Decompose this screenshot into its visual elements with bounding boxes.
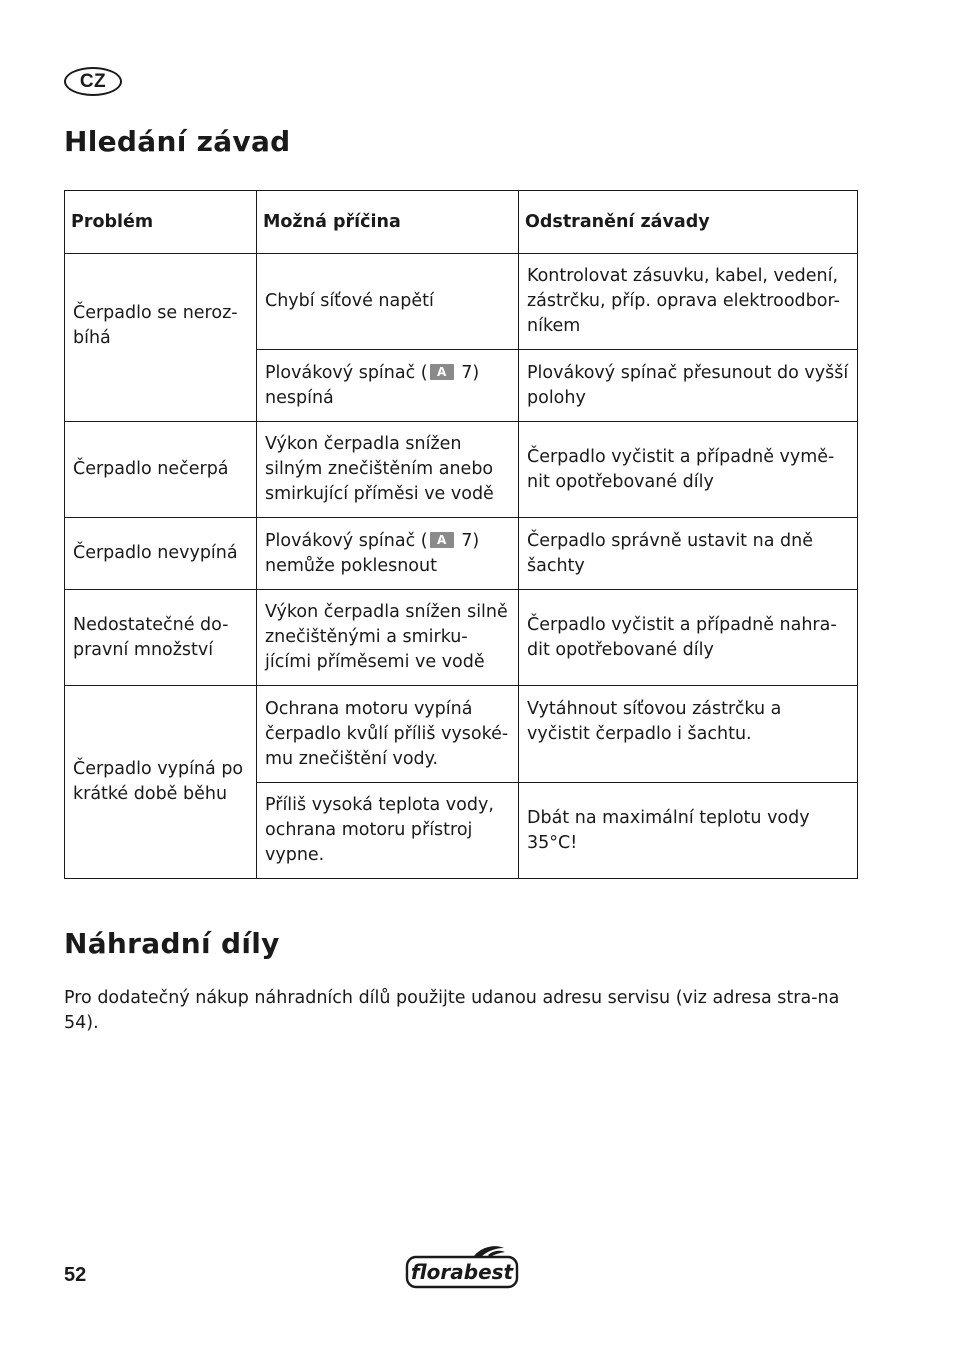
remedy-cell: Čerpadlo vyčistit a případně nahra-dit opotřebované díly xyxy=(519,590,858,686)
table-row xyxy=(65,254,858,350)
table-header-row xyxy=(65,191,858,254)
section-title-spare-parts: Náhradní díly xyxy=(64,927,280,960)
cause-cell: Příliš vysoká teplota vody, ochrana motoru přístroj vypne. xyxy=(257,783,519,879)
table-row xyxy=(65,686,858,783)
remedy-cell: Vytáhnout síťovou zástrčku a vyčistit čerpadlo i šachtu. xyxy=(519,686,858,783)
table-row xyxy=(65,422,858,518)
figure-a-badge: A xyxy=(430,364,454,380)
cause-cell: Ochrana motoru vypíná čerpadlo kvůlí příliš vysoké-mu znečištění vody. xyxy=(257,686,519,783)
column-header-remedy: Odstranění závady xyxy=(519,191,858,254)
figure-a-badge: A xyxy=(430,532,454,548)
spare-parts-paragraph: Pro dodatečný nákup náhradních dílů použijte udanou adresu servisu (viz adresa stra-na 54). xyxy=(64,988,840,1033)
problem-cell: Čerpadlo nevypíná xyxy=(65,518,257,590)
logo-wordmark: florabest xyxy=(410,1260,514,1284)
column-header-problem: Problém xyxy=(65,191,257,254)
cause-cell: Chybí síťové napětí xyxy=(257,254,519,350)
cause-cell: Plovákový spínač ( A 7) nespíná xyxy=(257,350,519,422)
problem-cell: Čerpadlo vypíná po krátké době běhu xyxy=(65,686,257,879)
remedy-cell: Kontrolovat zásuvku, kabel, vedení, zástrčku, příp. oprava elektroodbor-níkem xyxy=(519,254,858,350)
table-row xyxy=(65,518,858,590)
section-title-troubleshooting: Hledání závad xyxy=(64,125,291,158)
problem-cell: Nedostatečné do-pravní množství xyxy=(65,590,257,686)
column-header-cause: Možná příčina xyxy=(257,191,519,254)
florabest-logo xyxy=(404,1244,520,1290)
cause-cell: Plovákový spínač ( A 7) nemůže poklesnout xyxy=(257,518,519,590)
cause-cell: Výkon čerpadla snížen silně znečištěnými a smirku-jícími příměsemi ve vodě xyxy=(257,590,519,686)
page-number: 52 xyxy=(64,1264,87,1286)
remedy-cell: Plovákový spínač přesunout do vyšší polohy xyxy=(519,350,858,422)
table-row xyxy=(65,590,858,686)
remedy-cell: Čerpadlo správně ustavit na dně šachty xyxy=(519,518,858,590)
troubleshooting-table xyxy=(64,190,858,879)
problem-cell: Čerpadlo se neroz-bíhá xyxy=(65,254,257,422)
cause-cell: Výkon čerpadla snížen silným znečištěním anebo smirkující příměsi ve vodě xyxy=(257,422,519,518)
problem-cell: Čerpadlo nečerpá xyxy=(65,422,257,518)
remedy-cell: Dbát na maximální teplotu vody 35°C! xyxy=(519,783,858,879)
language-badge: CZ xyxy=(64,67,122,96)
remedy-cell: Čerpadlo vyčistit a případně vymě-nit opotřebované díly xyxy=(519,422,858,518)
